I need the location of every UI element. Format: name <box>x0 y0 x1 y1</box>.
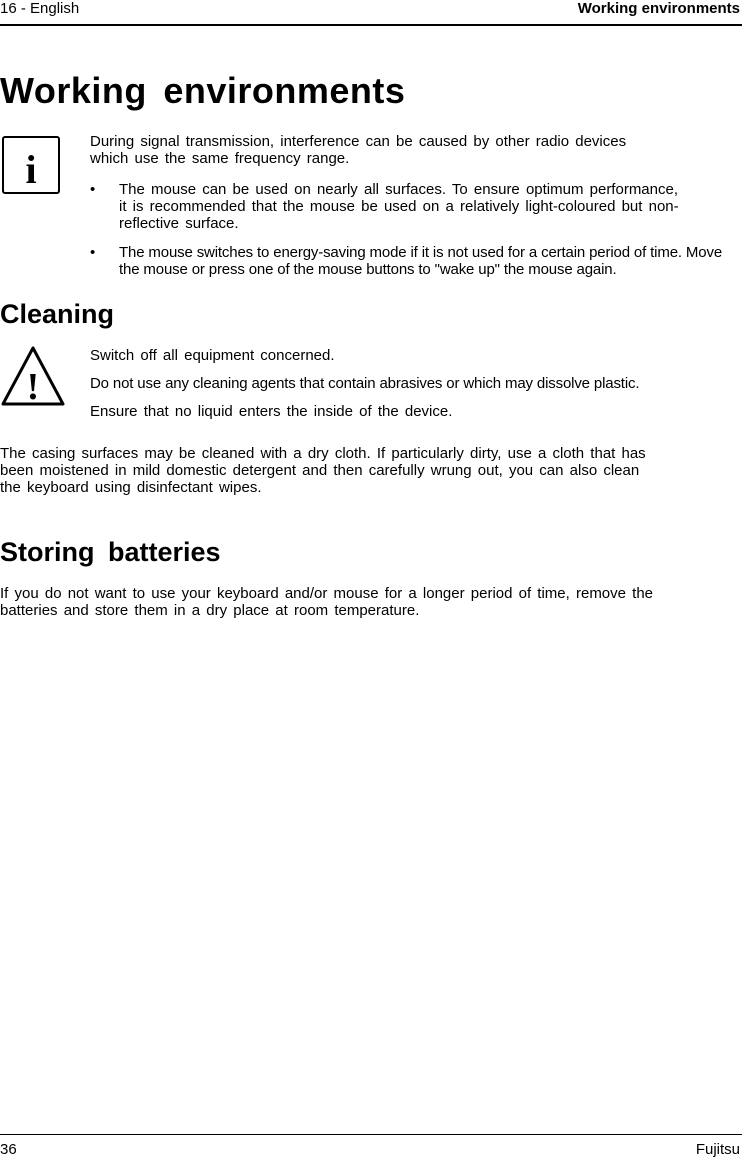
page-title: Working environments <box>0 70 406 111</box>
warning-icon <box>0 345 66 407</box>
footer-divider <box>0 1134 742 1135</box>
storing-heading: Storing batteries <box>0 537 221 567</box>
header-section-label: 16 - English <box>0 0 80 17</box>
cleaning-heading: Cleaning <box>0 299 115 329</box>
header-chapter-title: Working environments <box>577 0 740 17</box>
bullet-marker: • <box>90 244 96 261</box>
cleaning-warning-1: Switch off all equipment concerned. <box>90 347 335 364</box>
cleaning-body: The casing surfaces may be cleaned with a dry cloth. If particularly dirty, use a cloth that has been moistened in mild domestic detergent and then carefully wrung out, you can also clean the keyboard using disinfectant wipes. <box>0 445 646 496</box>
info-intro: During signal transmission, interference can be caused by other radio devices which use the same frequency range. <box>90 133 627 167</box>
svg-text:i: i <box>25 147 37 192</box>
cleaning-warning-3: Ensure that no liquid enters the inside of the device. <box>90 403 453 420</box>
storing-body: If you do not want to use your keyboard and/or mouse for a longer period of time, remove the batteries and store them in a dry place at room temperature. <box>0 585 654 619</box>
info-bullet-1: The mouse can be used on nearly all surfaces. To ensure optimum performance, it is recommended that the mouse be used on a relatively light-coloured but non-reflective surface. <box>119 181 679 232</box>
footer-page-number: 36 <box>0 1141 17 1158</box>
footer-brand: Fujitsu <box>695 1141 740 1158</box>
cleaning-warning-2: Do not use any cleaning agents that contain abrasives or which may dissolve plastic. <box>90 375 640 392</box>
bullet-marker: • <box>90 181 96 198</box>
svg-text:!: ! <box>26 366 40 407</box>
info-bullet-2: The mouse switches to energy-saving mode if it is not used for a certain period of time. Move the mouse or press one of the mouse buttons to "wake up" the mouse again. <box>119 244 723 278</box>
header-divider <box>0 24 742 26</box>
info-icon <box>2 136 60 194</box>
